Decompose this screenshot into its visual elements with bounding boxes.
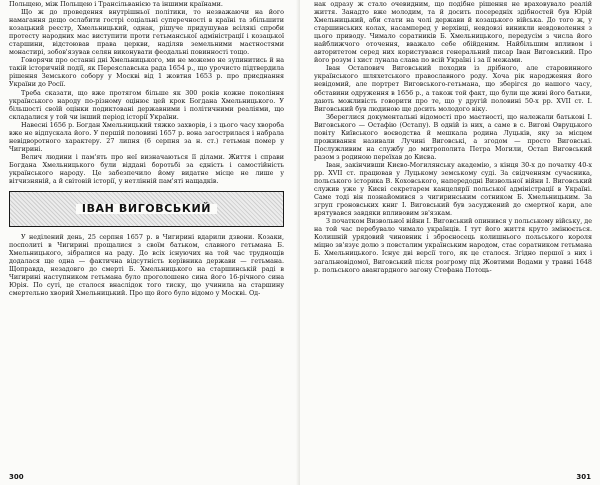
left-paragraph-5: Навесні 1656 р. Богдан Хмельницький тяжко захворів, і з цього часу хвороба вже не відпускала його. У першій половині 1657 р. вона загострилася і набрала невідворотного характеру. 27 липня (6 серпня за н. ст.) гетьман помер у Чигирині. [9, 120, 284, 153]
left-page-number: 300 [9, 473, 24, 481]
left-text-column [9, 0, 284, 485]
chapter-heading: ІВАН ВИГОВСЬКИЙ [76, 204, 217, 214]
right-page [300, 0, 600, 485]
chapter-heading-box [9, 191, 284, 227]
right-text-column [314, 0, 592, 485]
left-paragraph-3: Говорячи про останні дні Хмельницького, ми не можемо не зупинитись й на такій історичній події, як Переяславська рада 1654 р., що урочисто підтвердила рішення Земського собору у Москві від 1 жовтня 1653 р. про приєднання України до Росії. [9, 56, 284, 89]
left-paragraph-4: Треба сказати, що вже протягом більше як 300 років кожне покоління українського народу по-різному оцінює цей крок Богдана Хмельницького. У більшості своїй оцінки подиктовані державними і політичними реаліями, що складалися у той чи інший період історії України. [9, 88, 284, 121]
right-paragraph-2: Іван Остапович Виговський походив із дрібного, але старовинного українського шляхетського православного роду. Хоча рік народження його невідомий, але портрет Виговського-гетьмана, що зберігся до нашого часу, обставини одруження в 1656 р., а також той факт, що були ще живі його батьки, дають можливість говорити про те, що у другій половині 50-х рр. XVII ст. І. Виговський був людиною ще досить молодого віку. [314, 64, 592, 113]
right-paragraph-1: нак одразу ж стало очевидним, що подібне рішення не враховувало реалій життя. Занадто вже молодим, та й досить посередніх здібностей був Юрій Хмельницький, аби стати на чолі держави й козацького війська. До того ж, у старшинських колах, насамперед у верхівці, невдовзі виникли невдоволення з цього приводу. Чимало соратників Б. Хмельницького, передусім з числа його найближчого оточення, вважало себе обійденим. Найбільшим впливом і авторитетом серед них користувався генеральний писар Іван Виговський. Про його розум і хист лунала слава по всій Україні і за її межами. [314, 0, 592, 65]
left-paragraph-7: У неділений день, 25 серпня 1657 р. в Чигирині вдарили дзвони. Козаки, посполиті в Чигирині прощалися з своїм батьком, славного гетьмана Б. Хмельницького, зібралися на раду. До всіх існуючих на той час труднощів додалася ще одна — фактична відсутність керівника держави — гетьмана. Щоправда, незадовго до смерті Б. Хмельницького на старшинській раді в Чигирині наступником гетьмана було проголошено сина його 16-річного сина Юрія. По суті, це сталося внаслідок того тиску, що учинила на старшину смертельно хворий Хмельницький. Про що його було відомо у Москві. Од- [9, 233, 284, 298]
left-paragraph-1: Польщею, між Польщею і Трансільванією та іншими країнами. [9, 0, 223, 8]
right-page-number: 301 [576, 473, 591, 481]
left-paragraph-6: Велич людини і пам'ять про неї визначаються її ділами. Життя і справи Богдана Хмельницького були віддані боротьбі за єдність і самостійність українського народу. Це забезпечило йому видатне місце не лише у вітчизняній, а й світовій історії, у нетлінній пам'яті нащадків. [9, 152, 284, 186]
right-paragraph-5: З початком Визвольної війни І. Виговський опинився у польському війську, де на той час перебувало чимало українців. І тут його життя круто змінюється. Колишній урядовий чиновник і зброєносець колишнього польського короля міцно зв'язує долю з повсталим українським народом, стає соратником гетьмана Б. Хмельницького. Існує дві версії того, як це сталося. Згідно першої з них і загальновідомої, Виговський після розгрому під Жовтими Водами у травні 1648 р. польського авангардного загону Стефана Потоць- [314, 217, 592, 274]
left-paragraph-2: Що ж до проведення внутрішньої політики, то незважаючи на його намагання дещо ослабити гострі соціальні суперечності в країні та збільшити козацький реєстр, Хмельницький, однак, рішуче придушував всілякі спроби протесту народних мас виступити проти гетьманської адміністрації і козацької старшини, відстоював права церкви, наділяв земельними маєтностями монастирі, зобов'язував селян виконувати феодальні повинності тощо. [9, 8, 284, 57]
right-paragraph-3: Збереглися документальні відомості про маєтності, що належали батькові І. Виговського — Остафію (Остапу). В одній із них, а саме в с. Вигові Овруцького повіту Київського воєводства й мешкала родина Луцьків, яку за місцем проживання називали Лучині Виговські, а згодом — просто Виговські. Послужливим на службу до митрополита Петра Могили, Остап Виговський разом з родиною переїхав до Києва. [314, 112, 592, 161]
right-paragraph-4: Іван, закінчивши Києво-Могилянську академію, з кінця 30-х до початку 40-х рр. XVII ст. працював у Луцькому земському суді. За свідченням сучасника, польського історика В. Коховського, напередодні Визвольної війни І. Виговський служив уже у Києві секретарем канцелярії польської адміністрації в Україні. Саме тоді він познайомився з чигиринським сотником Б. Хмельницьким. За згруп гроновських книг І. Виговський був засуджений до смертної кари, але врятувався завдяки впливовим зв'язкам. [314, 160, 592, 218]
